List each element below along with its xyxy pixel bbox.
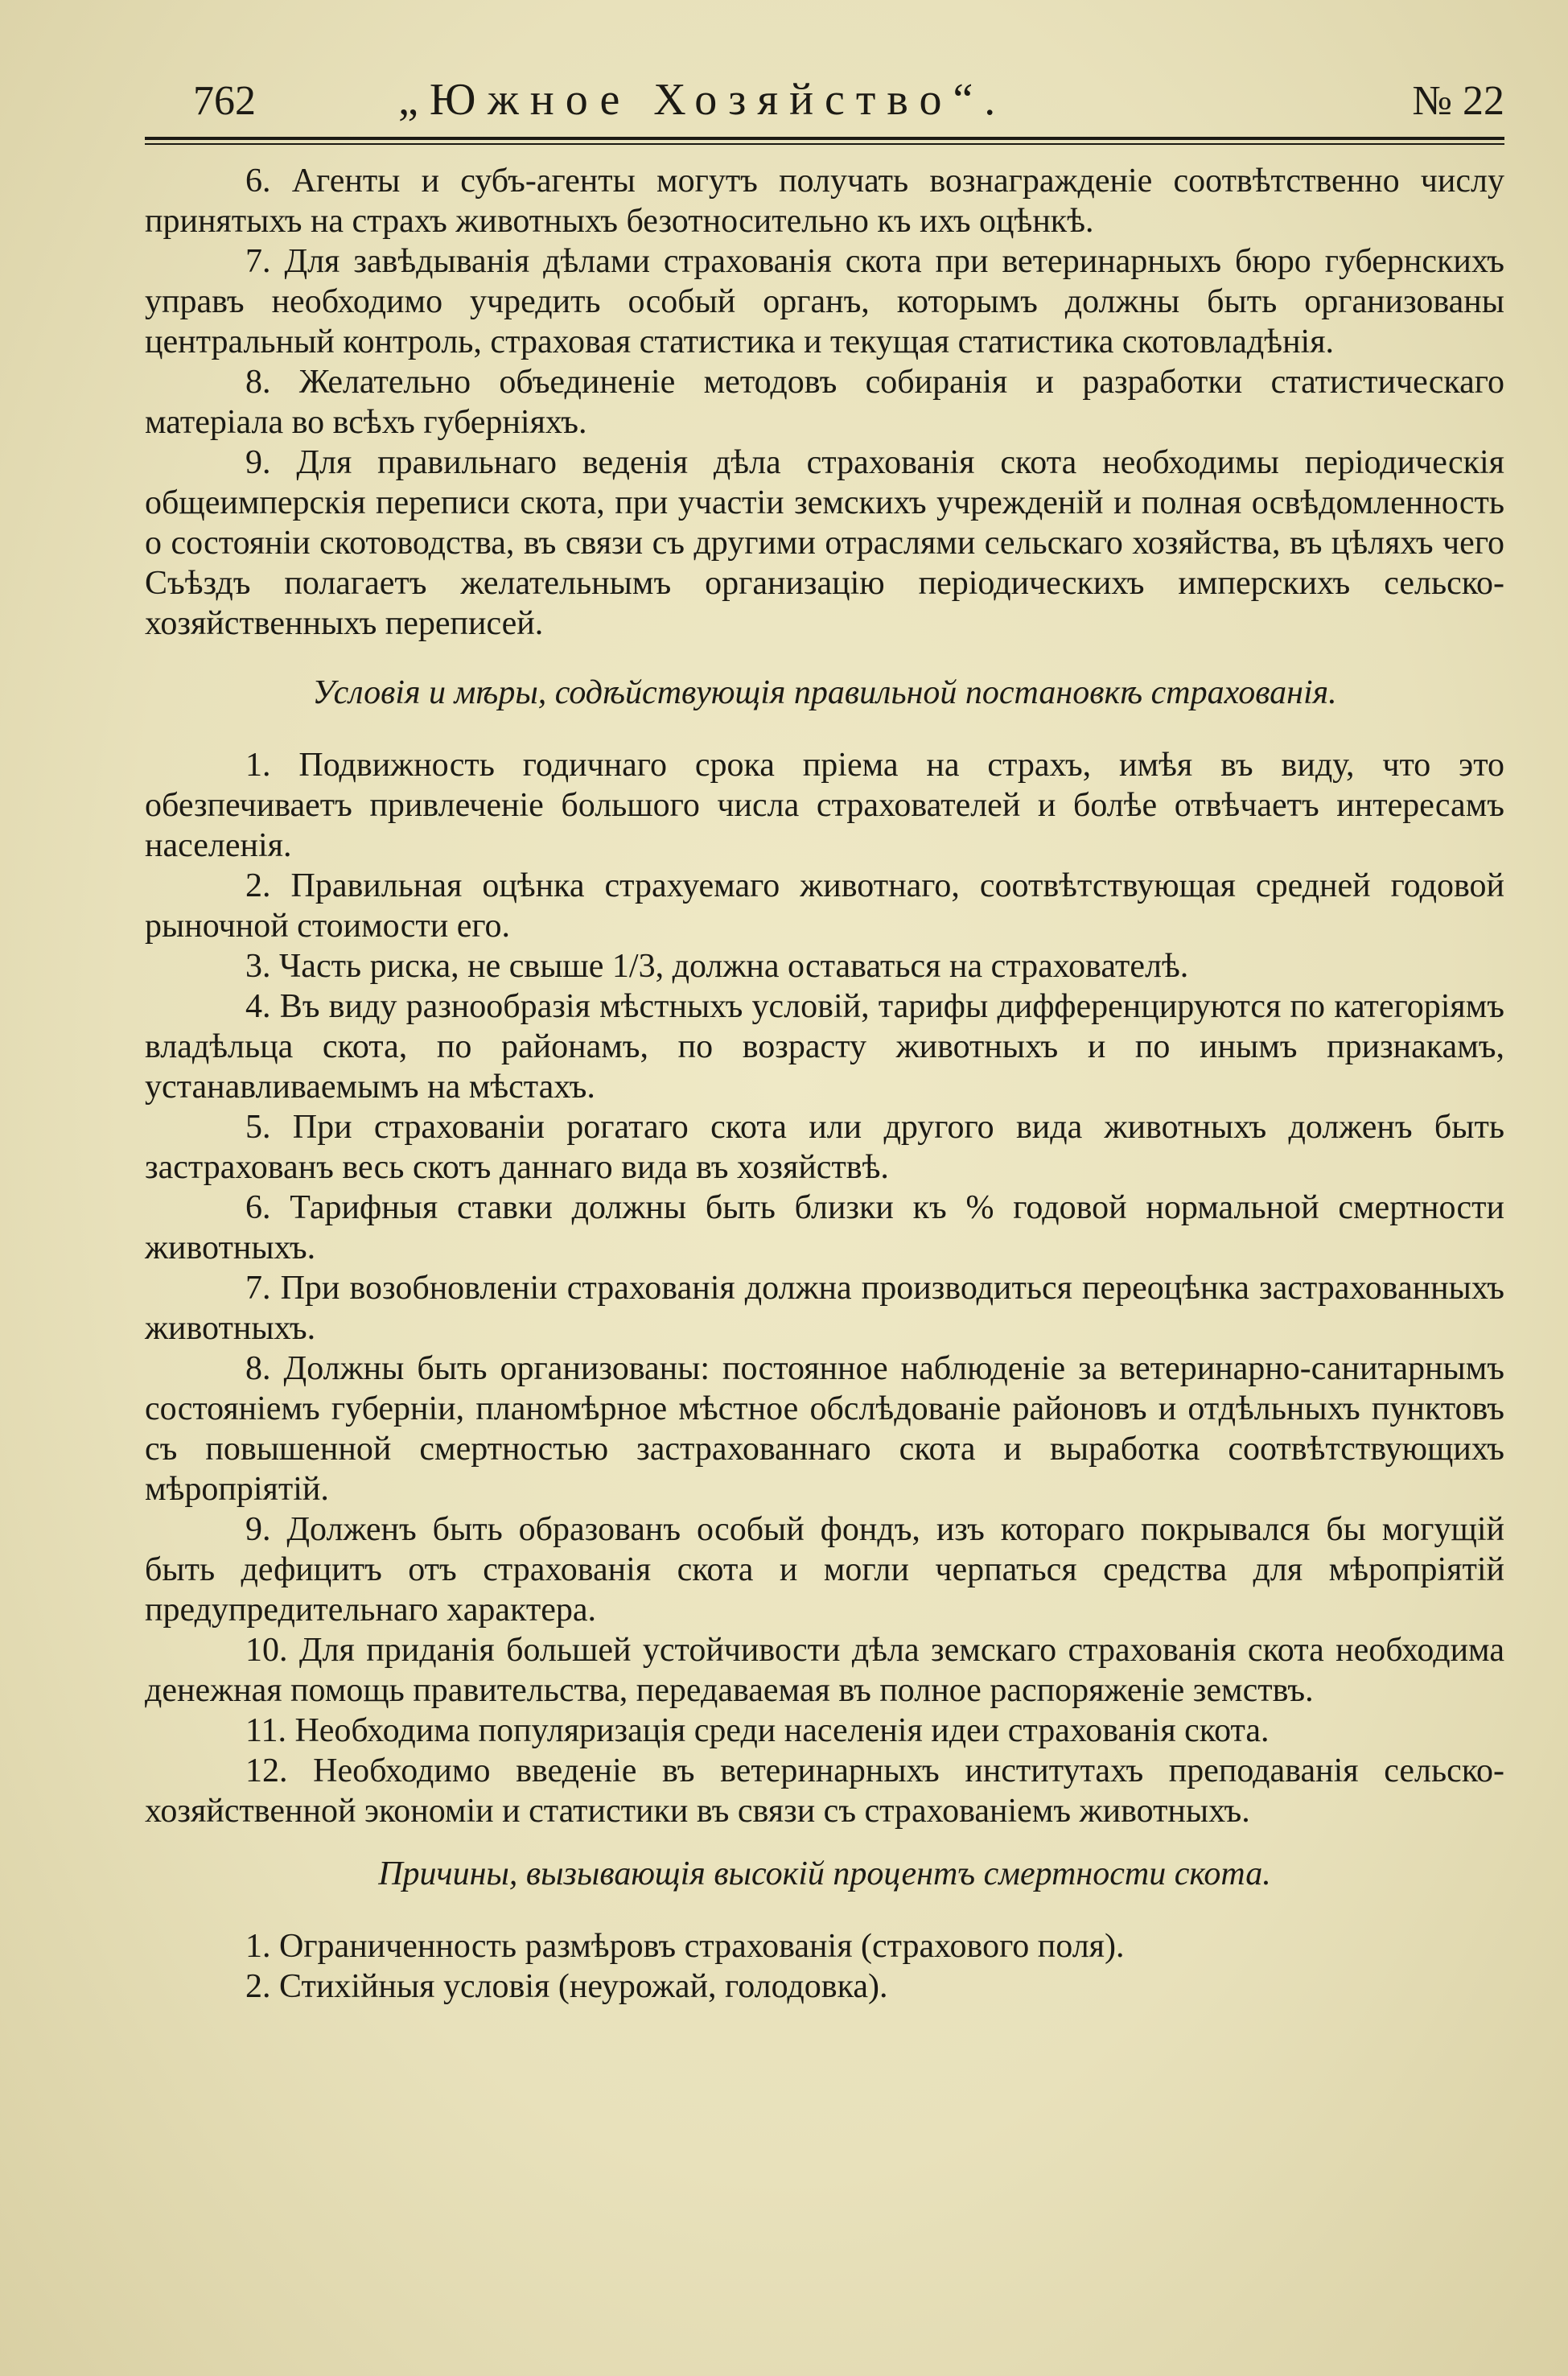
- paragraph: 1. Ограниченность размѣровъ страхованія (страхового поля).: [245, 1928, 1125, 1965]
- paragraph: 3. Часть риска, не свыше 1/3, должна оставаться на страхователѣ.: [245, 948, 1189, 985]
- journal-title: „Южное Хозяйство“.: [398, 75, 1007, 125]
- section-heading-causes: Причины, вызывающія высокій процентъ смертности скота.: [378, 1855, 1271, 1892]
- paragraph: 5. При страхованіи рогатаго скота или другого вида животныхъ долженъ быть застрахованъ весь скотъ даннаго вида въ хозяйствѣ.: [145, 1109, 1504, 1186]
- paragraph: 2. Правильная оцѣнка страхуемаго животнаго, соотвѣтствующая средней годовой рыночной стоимости его.: [145, 867, 1504, 945]
- paragraph: 4. Въ виду разнообразія мѣстныхъ условій, тарифы дифференцируются по категоріямъ владѣльца скота, по районамъ, по возрасту животныхъ и по инымъ признакамъ, устанавливаемымъ на мѣстахъ.: [145, 988, 1504, 1106]
- paragraph: 7. Для завѣдыванія дѣлами страхованія скота при ветеринарныхъ бюро губернскихъ управъ необходимо учредить особый органъ, которымъ должны быть организованы центральный контроль, страховая статистика и текущая статистика скотовладѣнія.: [145, 243, 1504, 360]
- section-conditions: [145, 745, 1504, 1831]
- paragraph: 9. Долженъ быть образованъ особый фондъ, изъ котораго покрывался бы могущій быть дефицитъ отъ страхованія скота и могли черпаться средства для мѣропріятій предупредительнаго характера.: [145, 1511, 1504, 1629]
- section-resolutions: [145, 161, 1504, 644]
- paragraph: 11. Необходима популяризація среди населенія идеи страхованія скота.: [245, 1712, 1270, 1749]
- paragraph: 12. Необходимо введеніе въ ветеринарныхъ институтахъ преподаванія сельско-хозяйственной экономіи и статистики въ связи съ страхованіемъ животныхъ.: [145, 1752, 1504, 1830]
- page-body: [145, 161, 1504, 2007]
- paragraph: 7. При возобновленіи страхованія должна производиться переоцѣнка застрахованныхъ животныхъ.: [145, 1270, 1504, 1347]
- running-header: [185, 66, 1504, 138]
- page-number: 762: [193, 78, 256, 124]
- paragraph: 2. Стихійныя условія (неурожай, голодовка).: [245, 1968, 888, 2005]
- paragraph: 9. Для правильнаго веденія дѣла страхованія скота необходимы періодическія общеимперскія переписи скота, при участіи земскихъ учрежденій и полная освѣдомленность о состояніи скотоводства, въ связи съ другими отраслями сельскаго хозяйства, въ цѣляхъ чего Съѣздъ полагаетъ желательнымъ организацію періодическихъ имперскихъ сельско-хозяйственныхъ переписей.: [145, 444, 1504, 642]
- paragraph: 8. Должны быть организованы: постоянное наблюденіе за ветеринарно-санитарнымъ состояніемъ губерніи, планомѣрное мѣстное обслѣдованіе районовъ и отдѣльныхъ пунктовъ съ повышенной смертностью застрахованнаго скота и выработка соотвѣтствующихъ мѣропріятій.: [145, 1350, 1504, 1508]
- section-heading-conditions: Условія и мѣры, содѣйствующія правильной постановкѣ страхованія.: [312, 674, 1337, 711]
- paragraph: 8. Желательно объединеніе методовъ собиранія и разработки статистическаго матеріала во всѣхъ губерніяхъ.: [145, 364, 1504, 441]
- paragraph: 10. Для приданія большей устойчивости дѣла земскаго страхованія скота необходима денежная помощь правительства, передаваемая въ полное распоряженіе земствъ.: [145, 1632, 1504, 1709]
- paragraph: 1. Подвижность годичнаго срока пріема на страхъ, имѣя въ виду, что это обезпечиваетъ привлеченіе большого числа страхователей и болѣе отвѣчаетъ интересамъ населенія.: [145, 747, 1504, 864]
- issue-number: № 22: [1412, 78, 1504, 124]
- header-rule-thick: [145, 137, 1504, 140]
- paragraph: 6. Агенты и субъ-агенты могутъ получать вознагражденіе соотвѣтственно числу принятыхъ на страхъ животныхъ безотносительно къ ихъ оцѣнкѣ.: [145, 163, 1504, 240]
- paragraph: 6. Тарифныя ставки должны быть близки къ % годовой нормальной смертности животныхъ.: [145, 1189, 1504, 1266]
- section-causes: [145, 1926, 1504, 2007]
- header-rule-thin: [145, 143, 1504, 145]
